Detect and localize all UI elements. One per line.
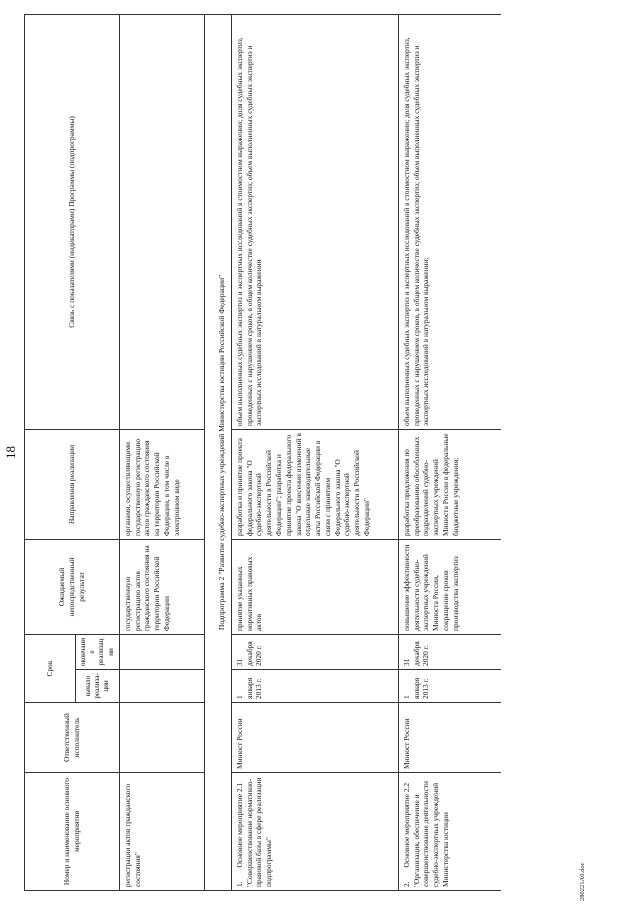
link-cell: объем выполненных судебных экспертиз и экспертных исследований в стоимостном выражении; доля судебных экспертиз, проведенных с нарушением сроков, в общем количестве судебных экспертиз; объем выполненных судебных экспертиз и экспертных исследований в натуральном выражении; bbox=[398, 14, 501, 429]
end-cell: 31 декабря 2020 г. bbox=[398, 634, 501, 669]
header-term: Срок bbox=[25, 634, 76, 702]
subprogram-row bbox=[204, 14, 231, 890]
header-end: окончание реализации bbox=[76, 634, 120, 669]
header-event: Номер и наименование основного мероприятия bbox=[25, 773, 120, 891]
event-cell bbox=[398, 773, 501, 891]
row-number: 1. bbox=[234, 881, 244, 887]
header-result: Ожидаемый непосредственный результат bbox=[25, 539, 120, 634]
executor-cell: Минюст России bbox=[231, 703, 398, 773]
table-row-continuation bbox=[119, 14, 204, 890]
event-name: Основное мероприятие 2.2 "Организация, обеспечение и совершенствование деятельности судебно-экспертных учреждений Министерства юстиции bbox=[401, 781, 451, 887]
header-start: начало реализа-ции bbox=[76, 670, 120, 703]
table-row bbox=[231, 14, 398, 890]
event-cell bbox=[231, 773, 398, 891]
program-table bbox=[24, 14, 501, 891]
row-number: 2. bbox=[401, 881, 411, 887]
result-cell: принятие указанных нормативных правовых актов bbox=[231, 539, 398, 634]
cont-event-cell: регистрации актов гражданского состояния" bbox=[119, 773, 204, 891]
executor-cell: Минюст России bbox=[398, 703, 501, 773]
document-id: 280221A0.doc bbox=[579, 862, 586, 901]
header-executor: Ответственный исполнитель bbox=[25, 703, 120, 773]
header-directions: Направления реализации bbox=[25, 429, 120, 539]
table-row bbox=[398, 14, 501, 890]
header-link: Связь с показателями (индикаторами) Программы (подпрограммы) bbox=[25, 14, 120, 429]
directions-cell: разработка и принятие проекта федерального закона "О судебно-экспертной деятельности в Российской Федерации"; разработка и принятие проекта федерального закона "О внесении изменений в отдельные законодательные акты Российской Федерации в связи с принятием Федерального закона "О судебно-экспертной деятельности в Российской Федерации" bbox=[231, 429, 398, 539]
directions-cell: разработка предложения по преобразованию обособленных подразделений судебно-экспертных учреждений Минюста России в федеральные бюджетные учреждения; bbox=[398, 429, 501, 539]
cont-result-cell: государственную регистрацию актов гражданского состояния на территории Российской Федерации bbox=[119, 539, 204, 634]
subprogram-title: Подпрограмма 2 "Развитие судебно-экспертных учреждений Министерства юстиции Российской Федерации" bbox=[204, 14, 231, 890]
table-header-row bbox=[25, 14, 76, 890]
result-cell: повышение эффективности деятельности судебно-экспертных учреждений Минюста России, сокращение сроков производства экспертиз bbox=[398, 539, 501, 634]
start-cell: 1 января 2013 г. bbox=[398, 670, 501, 703]
event-name: Основное мероприятие 2.1 "Совершенствование нормативно-правовой базы в сфере реализации подпрограммы" bbox=[234, 777, 274, 887]
end-cell: 31 декабря 2020 г. bbox=[231, 634, 398, 669]
link-cell: объем выполненных судебных экспертиз и экспертных исследований в стоимостном выражении; доля судебных экспертиз, проведенных с нарушением сроков, в общем количестве судебных экспертиз; объем выполненных судебных экспертиз и экспертных исследований в натуральном выражении bbox=[231, 14, 398, 429]
start-cell: 1 января 2013 г. bbox=[231, 670, 398, 703]
cont-directions-cell: органами, осуществляющими государственную регистрацию актов гражданского состояния на территории Российской Федерации, в том числе в электронном виде bbox=[119, 429, 204, 539]
page-number: 18 bbox=[3, 446, 18, 459]
